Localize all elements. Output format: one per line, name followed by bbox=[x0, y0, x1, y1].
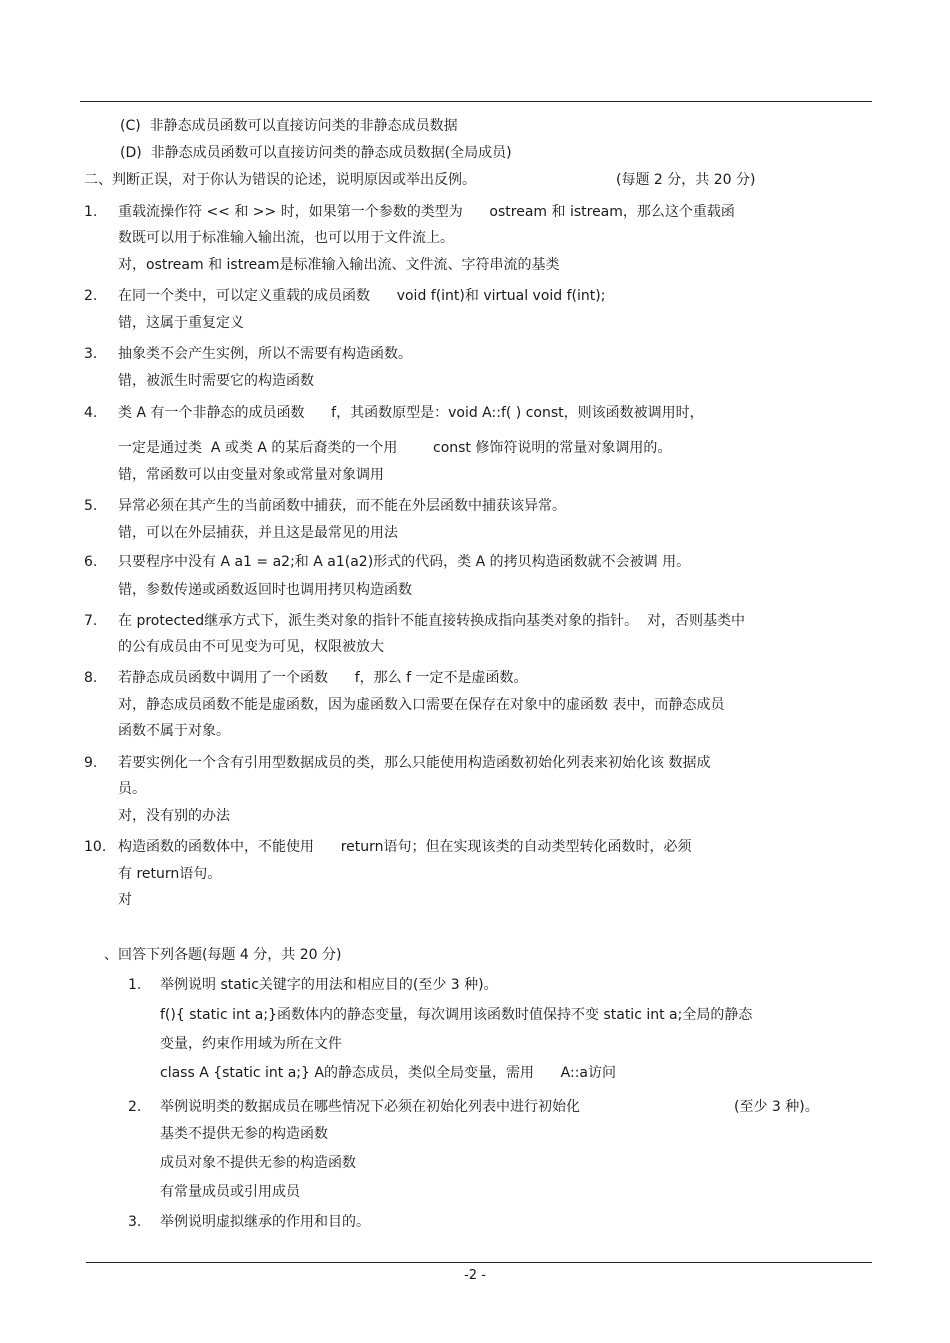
item-answer: 对，静态成员函数不能是虚函数，因为虚函数入口需要在保存在对象中的虚函数 表中，而静态成员 bbox=[118, 697, 725, 713]
item-answer: 错，这属于重复定义 bbox=[118, 315, 244, 331]
question-title: 举例说明虚拟继承的作用和目的。 bbox=[160, 1214, 370, 1230]
item-number: 4. bbox=[84, 405, 98, 421]
answer-line: 变量，约束作用域为所在文件 bbox=[160, 1036, 342, 1052]
item-answer: 对，没有别的办法 bbox=[118, 808, 230, 824]
question-number: 3. bbox=[128, 1214, 142, 1230]
answer-line: 成员对象不提供无参的构造函数 bbox=[160, 1155, 356, 1171]
item-text: 一定是通过类 A 或类 A 的某后裔类的一个用 const 修饰符说明的常量对象调用的。 bbox=[118, 440, 672, 456]
item-answer: 对 bbox=[118, 892, 132, 908]
answer-line: class A {static int a;} A的静态成员，类似全局变量，需用 A::a访问 bbox=[160, 1065, 617, 1081]
item-number: 5. bbox=[84, 498, 98, 514]
item-answer: 错，参数传递或函数返回时也调用拷贝构造函数 bbox=[118, 582, 412, 598]
item-number: 1. bbox=[84, 204, 98, 220]
answer-line: 有常量成员或引用成员 bbox=[160, 1184, 300, 1200]
answer-line: 基类不提供无参的构造函数 bbox=[160, 1126, 328, 1142]
option-d: (D) 非静态成员函数可以直接访问类的静态成员数据(全局成员) bbox=[120, 145, 512, 161]
item-text: 抽象类不会产生实例，所以不需要有构造函数。 bbox=[118, 346, 412, 362]
question-title: 举例说明类的数据成员在哪些情况下必须在初始化列表中进行初始化 bbox=[160, 1099, 580, 1115]
item-number: 10. bbox=[84, 839, 107, 855]
question-title: 举例说明 static关键字的用法和相应目的(至少 3 种)。 bbox=[160, 977, 498, 993]
item-answer: 错，被派生时需要它的构造函数 bbox=[118, 373, 314, 389]
item-number: 3. bbox=[84, 346, 98, 362]
item-number: 2. bbox=[84, 288, 98, 304]
item-text: 有 return语句。 bbox=[118, 866, 222, 882]
section3-heading: 、回答下列各题(每题 4 分，共 20 分) bbox=[104, 947, 342, 963]
question-number: 2. bbox=[128, 1099, 142, 1115]
item-text: 重载流操作符 << 和 >> 时，如果第一个参数的类型为 ostream 和 istream，那么这个重载函 bbox=[118, 204, 735, 220]
item-text: 只要程序中没有 A a1 = a2;和 A a1(a2)形式的代码，类 A 的拷贝构造函数就不会被调 用。 bbox=[118, 554, 691, 570]
section2-heading: 二、判断正误，对于你认为错误的论述，说明原因或举出反例。 bbox=[84, 172, 476, 188]
item-number: 7. bbox=[84, 613, 98, 629]
item-text: 的公有成员由不可见变为可见，权限被放大 bbox=[118, 639, 384, 655]
item-number: 6. bbox=[84, 554, 98, 570]
footer-rule bbox=[86, 1262, 872, 1263]
item-text: 异常必须在其产生的当前函数中捕获，而不能在外层函数中捕获该异常。 bbox=[118, 498, 566, 514]
item-text: 类 A 有一个非静态的成员函数 f，其函数原型是：void A::f( ) const，则该函数被调用时， bbox=[118, 405, 704, 421]
item-text: 数既可以用于标准输入输出流，也可以用于文件流上。 bbox=[118, 230, 454, 246]
item-number: 9. bbox=[84, 755, 98, 771]
item-text: 在同一个类中，可以定义重载的成员函数 void f(int)和 virtual void f(int); bbox=[118, 288, 606, 304]
item-text: 员。 bbox=[118, 781, 146, 797]
question-suffix: (至少 3 种)。 bbox=[734, 1099, 819, 1115]
header-rule bbox=[80, 101, 872, 102]
item-answer: 错，可以在外层捕获，并且这是最常见的用法 bbox=[118, 525, 398, 541]
item-answer: 函数不属于对象。 bbox=[118, 723, 230, 739]
option-c: (C) 非静态成员函数可以直接访问类的非静态成员数据 bbox=[120, 118, 458, 134]
section2-score: (每题 2 分，共 20 分) bbox=[616, 172, 756, 188]
item-answer: 错，常函数可以由变量对象或常量对象调用 bbox=[118, 467, 384, 483]
item-number: 8. bbox=[84, 670, 98, 686]
item-text: 若静态成员函数中调用了一个函数 f，那么 f 一定不是虚函数。 bbox=[118, 670, 528, 686]
item-text: 构造函数的函数体中，不能使用 return语句；但在实现该类的自动类型转化函数时，必须 bbox=[118, 839, 692, 855]
answer-line: f(){ static int a;}函数体内的静态变量，每次调用该函数时值保持不变 static int a;全局的静态 bbox=[160, 1007, 753, 1023]
item-text: 在 protected继承方式下，派生类对象的指针不能直接转换成指向基类对象的指针。 对，否则基类中 bbox=[118, 613, 746, 629]
item-answer: 对，ostream 和 istream是标准输入输出流、文件流、字符串流的基类 bbox=[118, 257, 560, 273]
item-text: 若要实例化一个含有引用型数据成员的类，那么只能使用构造函数初始化列表来初始化该 数据成 bbox=[118, 755, 711, 771]
page-number: -2 - bbox=[464, 1268, 486, 1283]
question-number: 1. bbox=[128, 977, 142, 993]
